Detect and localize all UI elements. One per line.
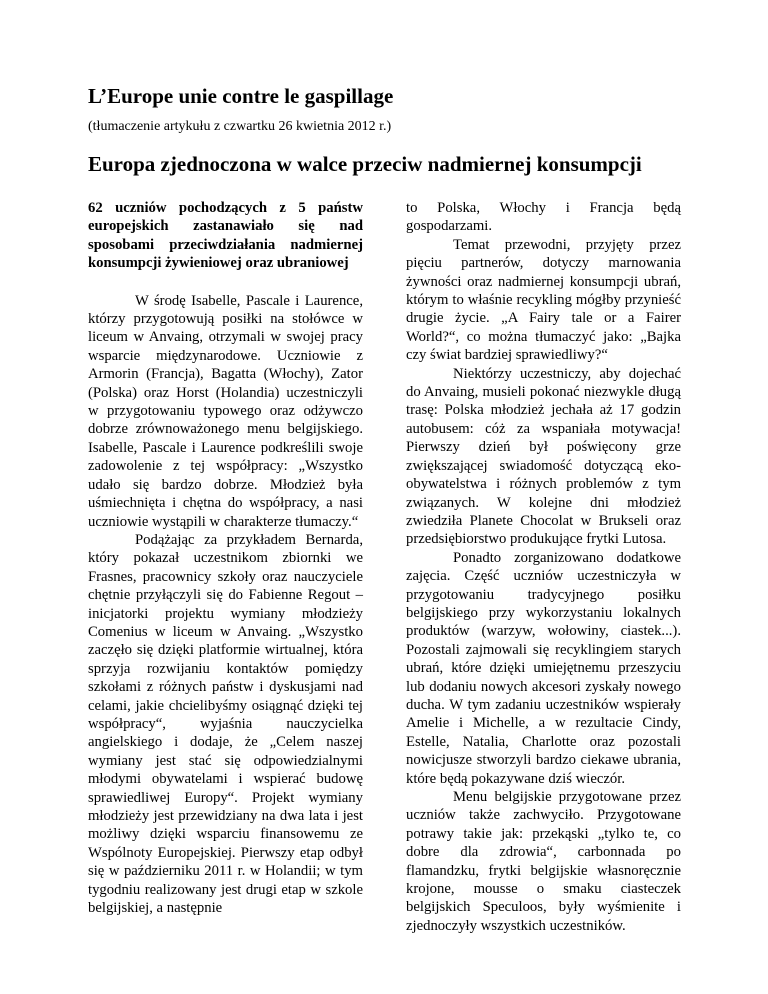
document-title: L’Europe unie contre le gaspillage (88, 84, 394, 108)
right-column (406, 199, 681, 935)
paragraph: Temat przewodni, przyjęty przez pięciu partnerów, dotyczy marnowania żywności oraz nadmiernej konsumpcji ubrań, którym to właśnie recykling mógłby przynieść drugie życie. „A Fairy tale or a Fairer World?“, co można tłumaczyć jako: „Bajka czy świat bardziej sprawiedliwy?“ (406, 236, 681, 364)
paragraph: Niektórzy uczestniczy, aby dojechać do Anvaing, musieli pokonać niezwykle długą trasę: Polska młodzież jechała aż 17 godzin autobusem: cóż za wspaniała motywacja! Pierwszy dzień był poświęcony grze zwiększającej swiadomość dotyczącą eko-obywatelstwa i różnych problemów z tym związanych. W kolejne dni młodzież zwiedziła Planete Chocolat w Brukseli oraz przedsiębiorstwo produkujące frytki Lutosa. (406, 365, 681, 548)
document-subtitle: (tłumaczenie artykułu z czwartku 26 kwietnia 2012 r.) (88, 119, 392, 134)
article-headline: Europa zjednoczona w walce przeciw nadmiernej konsumpcji (88, 152, 642, 176)
paragraph: W środę Isabelle, Pascale i Laurence, którzy przygotowują posiłki na stołówce w liceum w Anvaing, otrzymali w swojej pracy wsparcie międzynarodowe. Uczniowie z Armorin (Francja), Bagatta (Włochy), Zator (Polska) oraz Horst (Holandia) uczestniczyli w przygotowaniu typowego oraz odżywczo dobrze zrównoważonego menu belgijskiego. Isabelle, Pascale i Laurence podkreślili swoje zadowolenie z tej współpracy: „Wszystko udało się bardzo dobrze. Młodzież była uśmiechnięta i chętna do współpracy, a nasi uczniowie wystąpili w charakterze tłumaczy.“ (88, 292, 363, 530)
paragraph: Menu belgijskie przygotowane przez uczniów także zachwyciło. Przygotowane potrawy takie jak: przekąski „tylko te, co dobre dla zdrowia“, carbonnada po flamandzku, frytki belgijskie własnoręcznie krojone, mousse o smaku ciasteczek belgijskich Speculoos, były wyśmienite i zjednoczyły wszystkich uczestników. (406, 789, 681, 934)
paragraph: Podążając za przykładem Bernarda, który pokazał uczestnikom zbiornki we Frasnes, pracownicy szkoły oraz nauczyciele chętnie przyłączyli się do Fabienne Regout – inicjatorki projektu wymiany młodzieży Comenius w liceum w Anvaing. „Wszystko zaczęło się dzięki platformie wirtualnej, która sprzyja rozwijaniu kontaktów pomiędzy szkołami z różnych państw i dyskusjami nad celami, jakie chcielibyśmy osiągnąć dzięki tej współpracy“, wyjaśnia nauczycielka angielskiego i dodaje, że „Celem naszej wymiany jest stać się odpowiedzialnymi młodymi obywatelami i wspierać budowę sprawiedliwej Europy“. Projekt wymiany młodzieży jest przewidziany na dwa lata i jest możliwy dzięki wsparciu finansowemu ze Wspólnoty Europejskiej. Pierwszy etap odbył się w październiku 2011 r. w Holandii; w tym tygodniu realizowany jest drugi etap w szkole belgijskiej, a następnie (88, 531, 363, 917)
paragraph: Ponadto zorganizowano dodatkowe zajęcia. Część uczniów uczestniczyła w przygotowaniu tradycyjnego posiłku belgijskiego przy wykorzystaniu lokalnych produktów (warzyw, wołowiny, ciastek...). Pozostali zajmowali się recyklingiem starych ubrań, które dzięki umiejętnemu przeszyciu lub dodaniu nowych akcesori zyskały nowego ducha. W tym zadaniu uczestników wspierały Amelie i Michelle, a w rezultacie Cindy, Estelle, Natalia, Charlotte oraz pozostali nowicjusze stworzyli bardzo ciekawe ubrania, które będą pokazywane dziś wieczór. (406, 549, 681, 787)
article-lead: 62 uczniów pochodzących z 5 państw europejskich zastanawiało się nad sposobami przeciwdziałania nadmiernej konsumpcji żywieniowej oraz ubraniowej (88, 200, 363, 272)
paragraph: to Polska, Włochy i Francja będą gospodarzami. (406, 200, 681, 235)
left-column (88, 199, 363, 917)
